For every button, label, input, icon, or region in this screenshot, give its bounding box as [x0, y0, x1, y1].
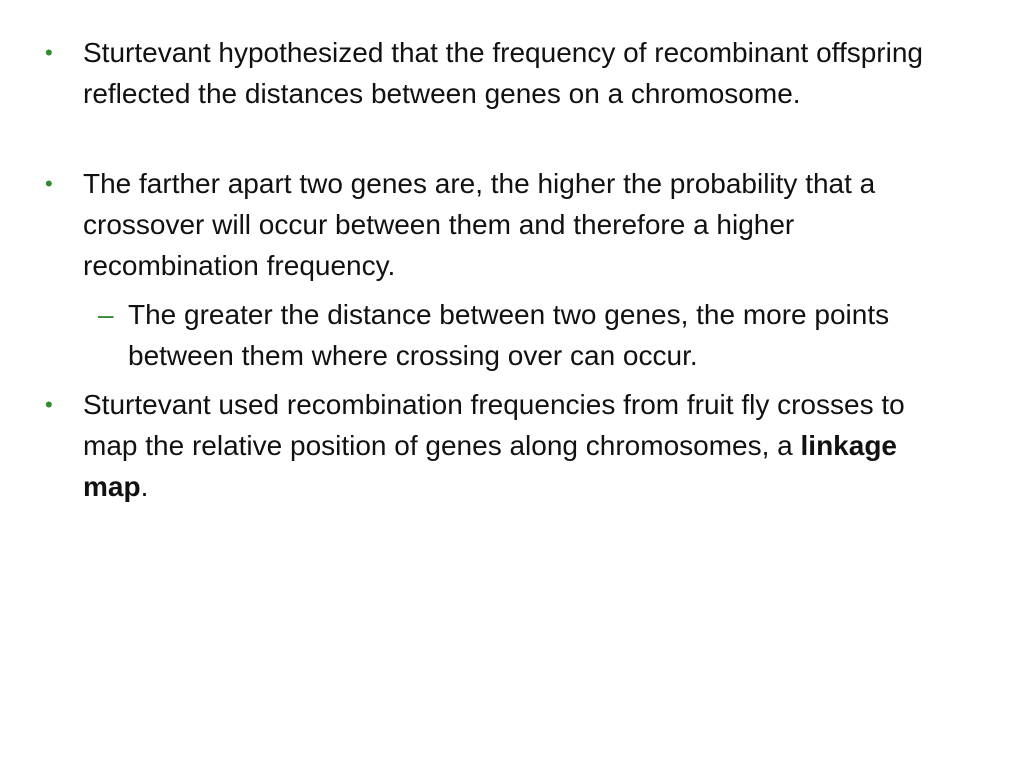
sub-bullet-text: The greater the distance between two genes, the more points between them where crossing over can occur.: [128, 299, 890, 371]
bullet-item-crossover-probability: [45, 163, 963, 286]
bullet-text: [83, 384, 963, 507]
bullet-text-lead: Sturtevant used recombination frequencies from fruit fly crosses to map the relative position of genes along chromosomes, a: [83, 389, 905, 461]
linkage-map-term: linkage map: [83, 430, 897, 502]
bullet-text-tail: .: [140, 471, 149, 502]
bullet-dot-icon: •: [45, 171, 53, 196]
bullet-item-linkage-map: [45, 384, 963, 507]
bullet-item-sturtevant-hypothesis: [45, 32, 963, 114]
sub-bullet-item-distance-points: [98, 294, 963, 376]
bullet-text: Sturtevant hypothesized that the frequency of recombinant offspring reflected the distances between genes on a chromosome.: [83, 37, 923, 109]
bullet-dot-icon: •: [45, 40, 53, 65]
bullet-text: The farther apart two genes are, the higher the probability that a crossover will occur between them and therefore a higher recombination frequency.: [83, 168, 876, 281]
dash-icon: –: [98, 299, 114, 330]
bullet-dot-icon: •: [45, 392, 53, 417]
